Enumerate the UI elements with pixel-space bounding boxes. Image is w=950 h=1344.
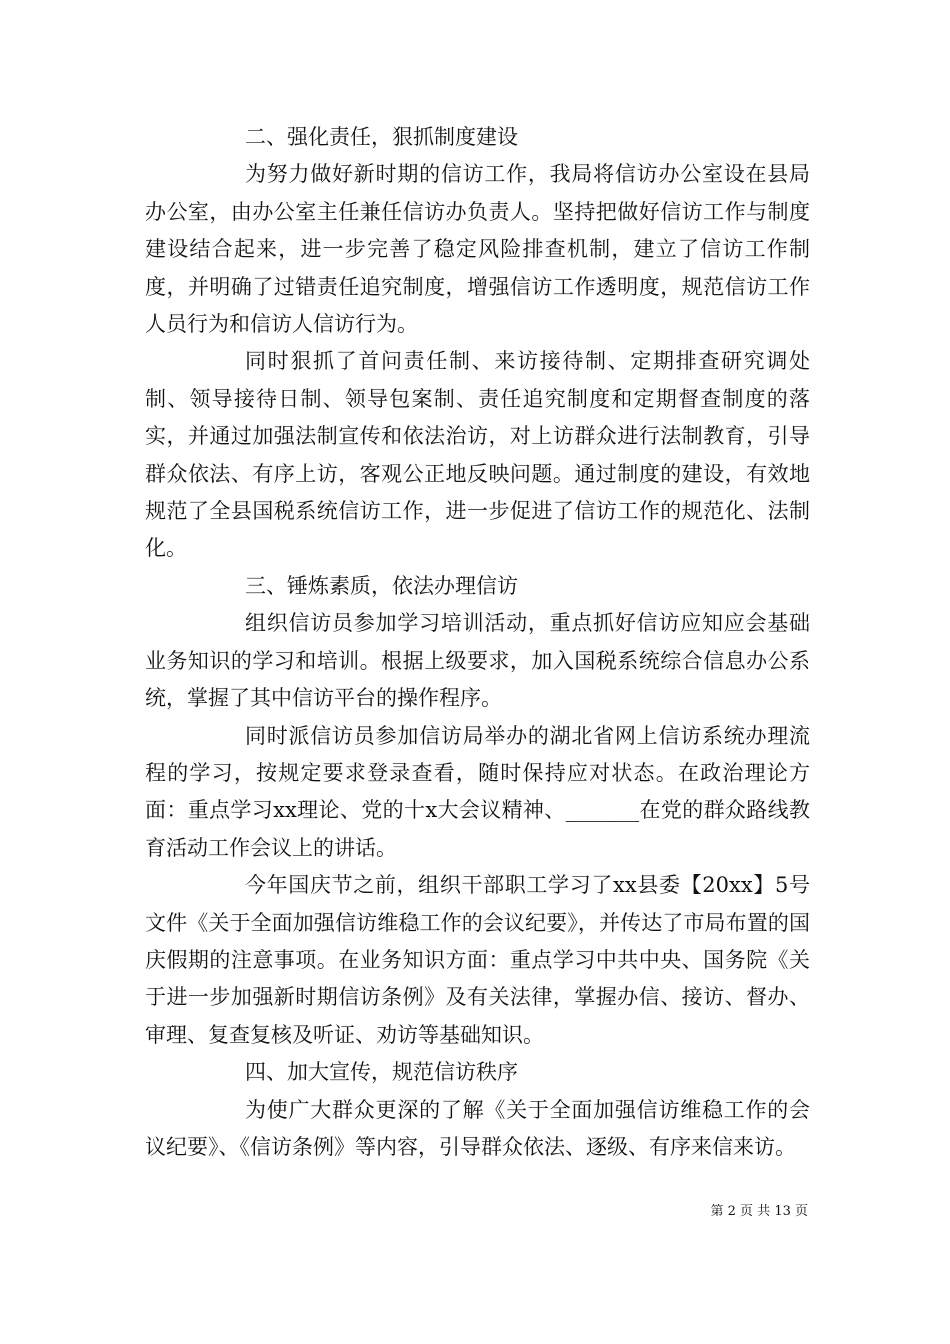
section-heading-2: 二、强化责任，狠抓制度建设 — [245, 125, 518, 149]
document-body — [145, 119, 810, 1166]
paragraph: 为努力做好新时期的信访工作，我局将信访办公室设在县局办公室，由办公室主任兼任信访办负责人。坚持把做好信访工作与制度建设结合起来，进一步完善了稳定风险排查机制，建立了信访工作制度，并明确了过错责任追究制度，增强信访工作透明度，规范信访工作人员行为和信访人信访行为。 — [145, 162, 810, 337]
paragraph: 同时派信访员参加信访局举办的湖北省网上信访系统办理流程的学习，按规定要求登录查看，随时保持应对状态。在政治理论方面：重点学习xx理论、党的十x大会议精神、_______在党的群众路线教育活动工作会议上的讲话。 — [145, 723, 810, 860]
section-heading-3: 三、锤炼素质，依法办理信访 — [245, 573, 518, 598]
paragraph: 同时狠抓了首问责任制、来访接待制、定期排查研究调处制、领导接待日制、领导包案制、责任追究制度和定期督查制度的落实，并通过加强法制宣传和依法治访，对上访群众进行法制教育，引导群众依法、有序上访，客观公正地反映问题。通过制度的建设，有效地规范了全县国税系统信访工作，进一步促进了信访工作的规范化、法制化。 — [145, 349, 810, 561]
page-number-footer: 第 2 页 共 13 页 — [710, 1204, 808, 1219]
section-heading-4: 四、加大宣传，规范信访秩序 — [245, 1060, 518, 1085]
paragraph: 为使广大群众更深的了解《关于全面加强信访维稳工作的会议纪要》、《信访条例》等内容，引导群众依法、逐级、有序来信来访。 — [145, 1097, 810, 1159]
paragraph: 组织信访员参加学习培训活动，重点抓好信访应知应会基础业务知识的学习和培训。根据上级要求，加入国税系统综合信息办公系统，掌握了其中信访平台的操作程序。 — [145, 611, 810, 711]
paragraph: 今年国庆节之前，组织干部职工学习了xx县委【20xx】5号文件《关于全面加强信访维稳工作的会议纪要》，并传达了市局布置的国庆假期的注意事项。在业务知识方面：重点学习中共中央、国务院《关于进一步加强新时期信访条例》及有关法律，掌握办信、接访、督办、审理、复查复核及听证、劝访等基础知识。 — [145, 873, 810, 1047]
